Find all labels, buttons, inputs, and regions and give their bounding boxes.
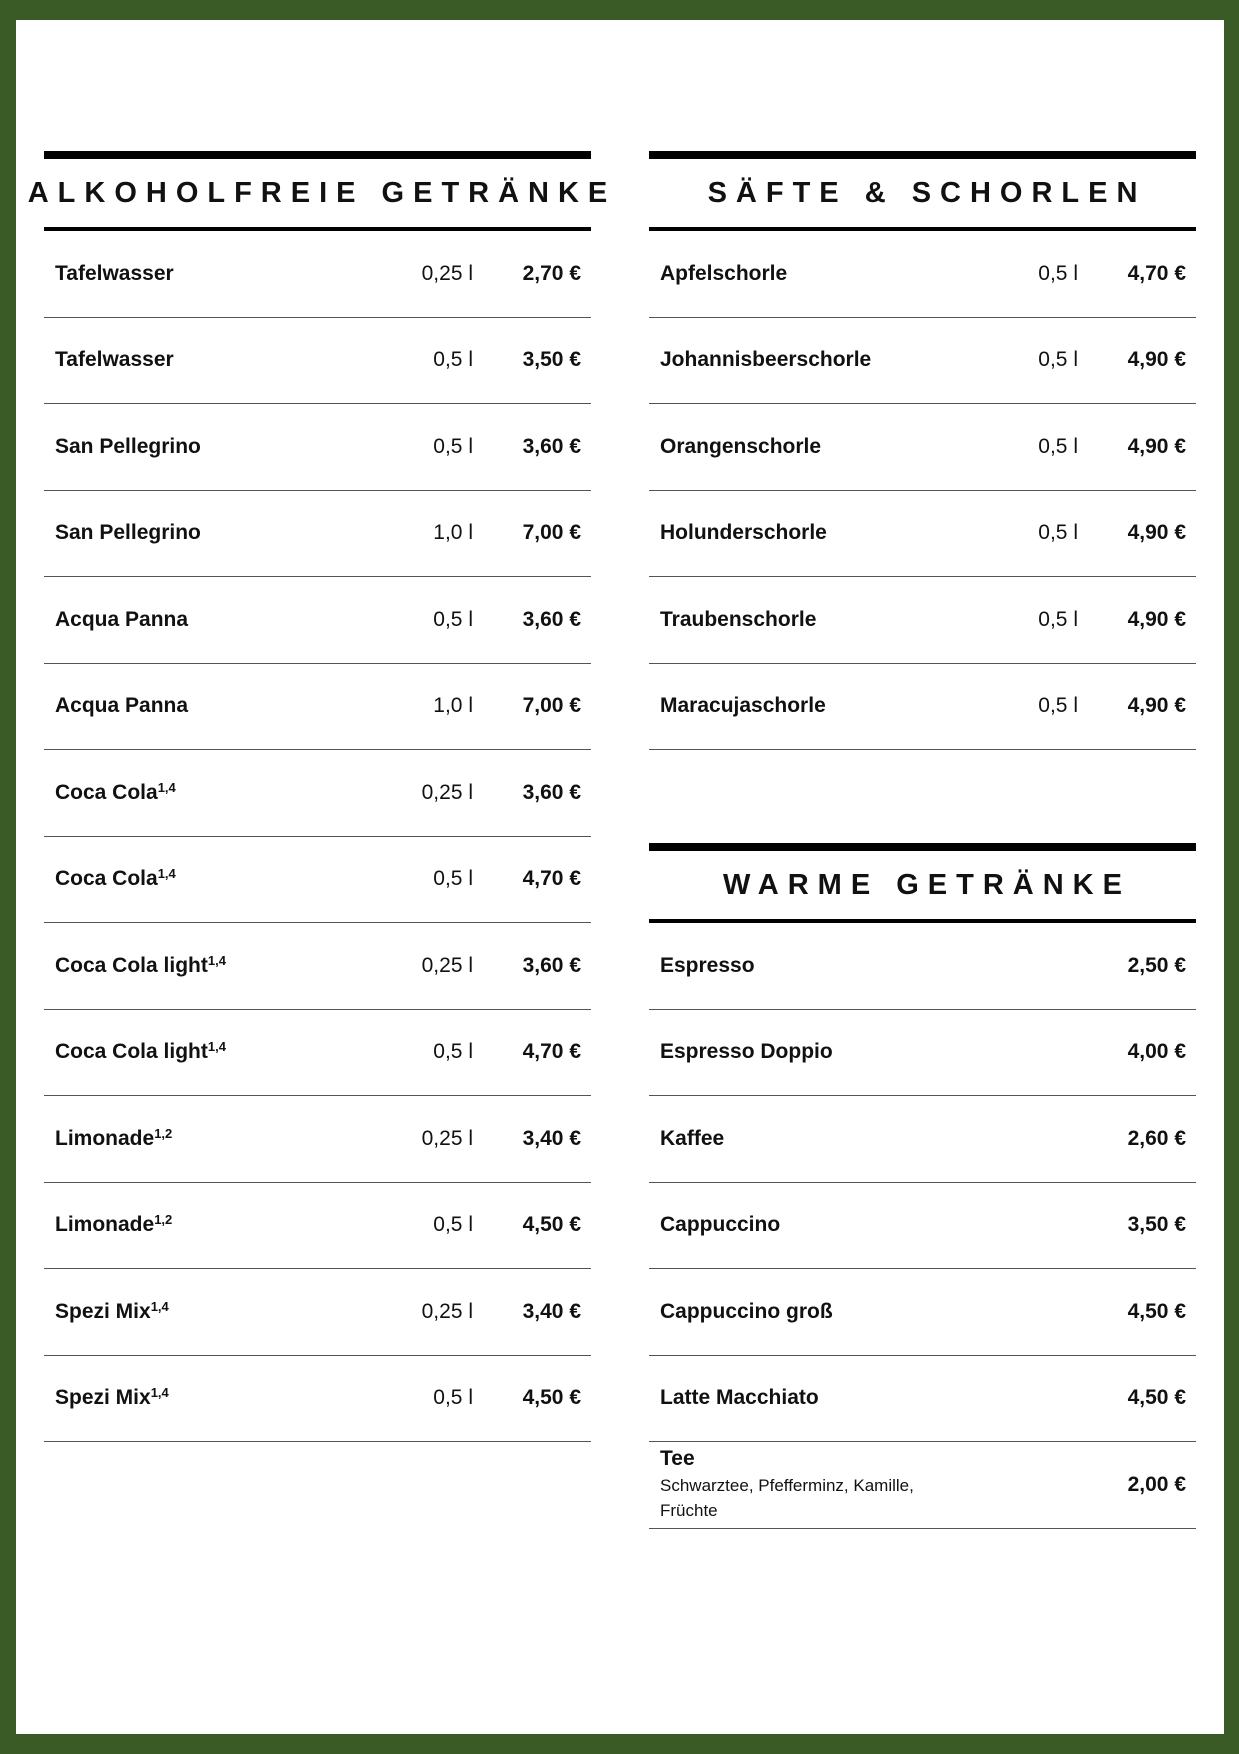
item-name xyxy=(660,954,1086,978)
menu-row xyxy=(649,318,1196,405)
section-header xyxy=(27,151,617,231)
item-price: 4,90 € xyxy=(1127,434,1186,458)
item-name xyxy=(55,348,383,372)
item-price: 4,90 € xyxy=(1127,521,1186,545)
item-name-text: Holunderschorle xyxy=(660,521,827,545)
item-name-text: Coca Cola xyxy=(55,867,158,891)
section-title: WARME GETRÄNKE xyxy=(723,868,1131,901)
item-name-text: San Pellegrino xyxy=(55,434,201,458)
item-price: 3,40 € xyxy=(522,1126,581,1150)
item-price: 3,40 € xyxy=(522,1299,581,1323)
item-name-text: Coca Cola light xyxy=(55,1040,208,1064)
item-name xyxy=(55,1127,383,1151)
item-name-text: Espresso Doppio xyxy=(660,1040,833,1064)
item-list xyxy=(44,231,591,1442)
item-name xyxy=(55,1386,383,1410)
item-price: 4,50 € xyxy=(1127,1299,1186,1323)
menu-row xyxy=(44,491,591,578)
menu-row xyxy=(44,1096,591,1183)
menu-row xyxy=(649,231,1196,318)
item-name-text: Limonade xyxy=(55,1126,155,1150)
item-name xyxy=(55,781,383,805)
menu-row xyxy=(649,1356,1196,1443)
section-warm xyxy=(649,843,1196,1529)
menu-row-tee xyxy=(649,1442,1196,1529)
item-price: 3,50 € xyxy=(1127,1213,1186,1237)
menu-row xyxy=(649,1096,1196,1183)
item-price: 3,60 € xyxy=(522,607,581,631)
item-name-text: Tafelwasser xyxy=(55,261,174,285)
item-size: 0,5 l xyxy=(433,348,473,372)
item-name-text: Spezi Mix xyxy=(55,1386,151,1410)
item-name-text: Coca Cola xyxy=(55,780,158,804)
allergen-footnote: 1,4 xyxy=(157,779,176,795)
item-name: Tee xyxy=(660,1447,695,1470)
item-price: 4,90 € xyxy=(1127,694,1186,718)
item-name-text: Kaffee xyxy=(660,1126,725,1150)
item-size: 0,5 l xyxy=(433,1040,473,1064)
item-name xyxy=(55,954,383,978)
menu-row xyxy=(44,1269,591,1356)
item-name xyxy=(660,608,988,632)
section-saefte xyxy=(649,151,1196,750)
item-price: 4,00 € xyxy=(1127,1040,1186,1064)
allergen-footnote: 1,4 xyxy=(150,1298,169,1314)
menu-row xyxy=(44,577,591,664)
menu-row xyxy=(649,1269,1196,1356)
item-price: 4,50 € xyxy=(522,1386,581,1410)
item-name xyxy=(55,1213,383,1237)
item-name xyxy=(55,435,383,459)
item-price: 7,00 € xyxy=(522,694,581,718)
item-name-text: Acqua Panna xyxy=(55,607,189,631)
item-size: 1,0 l xyxy=(433,694,473,718)
item-price: 2,60 € xyxy=(1127,1126,1186,1150)
item-size: 0,5 l xyxy=(433,867,473,891)
menu-row xyxy=(44,837,591,924)
item-size: 0,5 l xyxy=(433,1213,473,1237)
menu-row xyxy=(44,1183,591,1270)
item-name-text: Cappuccino groß xyxy=(660,1299,833,1323)
tee-info xyxy=(660,1447,1086,1523)
item-description: Schwarztee, Pfefferminz, Kamille, Früchte xyxy=(660,1476,914,1520)
item-name xyxy=(55,1040,383,1064)
item-price: 4,90 € xyxy=(1127,607,1186,631)
item-name xyxy=(660,262,988,286)
menu-row xyxy=(44,923,591,1010)
item-name xyxy=(55,521,383,545)
item-size: 0,25 l xyxy=(421,261,473,285)
allergen-footnote: 1,4 xyxy=(157,866,176,882)
item-price: 4,50 € xyxy=(522,1213,581,1237)
item-list xyxy=(649,231,1196,750)
item-name-text: Cappuccino xyxy=(660,1213,781,1237)
item-size: 0,5 l xyxy=(1038,348,1078,372)
item-price: 2,70 € xyxy=(522,261,581,285)
menu-row xyxy=(649,577,1196,664)
item-price: 2,00 € xyxy=(1127,1473,1186,1496)
allergen-footnote: 1,2 xyxy=(154,1125,173,1141)
item-name xyxy=(660,1300,1086,1324)
item-name-text: Limonade xyxy=(55,1213,155,1237)
item-name xyxy=(55,867,383,891)
item-size: 0,5 l xyxy=(1038,521,1078,545)
menu-row xyxy=(649,1183,1196,1270)
allergen-footnote: 1,4 xyxy=(207,1039,226,1055)
item-price: 4,90 € xyxy=(1127,348,1186,372)
item-size: 1,0 l xyxy=(433,521,473,545)
item-name xyxy=(660,1213,1086,1237)
item-name-text: Coca Cola light xyxy=(55,953,208,977)
item-name-text: Tafelwasser xyxy=(55,348,174,372)
item-name-text: Orangenschorle xyxy=(660,434,822,458)
item-name xyxy=(660,435,988,459)
menu-row xyxy=(649,664,1196,751)
item-size: 0,5 l xyxy=(433,1386,473,1410)
section-title: SÄFTE & SCHORLEN xyxy=(707,176,1147,209)
item-price: 3,60 € xyxy=(522,780,581,804)
item-name-text: Apfelschorle xyxy=(660,261,788,285)
menu-page xyxy=(16,20,1224,1734)
item-name-text: Latte Macchiato xyxy=(660,1386,819,1410)
item-name xyxy=(660,1386,1086,1410)
item-size: 0,5 l xyxy=(433,434,473,458)
menu-row xyxy=(44,318,591,405)
menu-row xyxy=(44,231,591,318)
item-price: 2,50 € xyxy=(1127,953,1186,977)
item-price: 3,60 € xyxy=(522,953,581,977)
item-size: 0,25 l xyxy=(421,953,473,977)
item-name xyxy=(55,608,383,632)
menu-row xyxy=(649,1010,1196,1097)
item-price: 3,50 € xyxy=(522,348,581,372)
menu-row xyxy=(44,1356,591,1443)
item-name xyxy=(660,1127,1086,1151)
allergen-footnote: 1,4 xyxy=(150,1385,169,1401)
item-price: 4,70 € xyxy=(522,1040,581,1064)
section-title: ALKOHOLFREIE GETRÄNKE xyxy=(27,176,617,209)
item-name-text: San Pellegrino xyxy=(55,521,201,545)
item-name xyxy=(660,694,988,718)
section-header xyxy=(649,151,1196,231)
item-name xyxy=(55,694,383,718)
item-name xyxy=(660,1040,1086,1064)
menu-row xyxy=(649,923,1196,1010)
menu-row xyxy=(44,404,591,491)
section-alkoholfrei xyxy=(27,151,617,1442)
item-name xyxy=(660,521,988,545)
item-name-text: Maracujaschorle xyxy=(660,694,826,718)
item-name-text: Spezi Mix xyxy=(55,1299,151,1323)
item-price: 7,00 € xyxy=(522,521,581,545)
item-size: 0,5 l xyxy=(1038,434,1078,458)
menu-row xyxy=(44,664,591,751)
item-name-text: Acqua Panna xyxy=(55,694,189,718)
item-price: 4,70 € xyxy=(1127,261,1186,285)
item-name-text: Traubenschorle xyxy=(660,607,817,631)
item-size: 0,5 l xyxy=(1038,607,1078,631)
item-price: 4,50 € xyxy=(1127,1386,1186,1410)
item-name xyxy=(660,348,988,372)
item-name-text: Johannisbeerschorle xyxy=(660,348,872,372)
menu-row xyxy=(649,404,1196,491)
item-size: 0,5 l xyxy=(1038,694,1078,718)
allergen-footnote: 1,4 xyxy=(207,952,226,968)
allergen-footnote: 1,2 xyxy=(154,1212,173,1228)
menu-row xyxy=(649,491,1196,578)
item-name xyxy=(55,1300,383,1324)
item-name-text: Espresso xyxy=(660,953,755,977)
item-size: 0,25 l xyxy=(421,1126,473,1150)
item-size: 0,25 l xyxy=(421,1299,473,1323)
menu-row xyxy=(44,750,591,837)
item-name xyxy=(55,262,383,286)
item-size: 0,5 l xyxy=(1038,261,1078,285)
item-list xyxy=(649,923,1196,1442)
item-price: 3,60 € xyxy=(522,434,581,458)
section-header xyxy=(649,843,1196,923)
item-size: 0,25 l xyxy=(421,780,473,804)
menu-row xyxy=(44,1010,591,1097)
item-price: 4,70 € xyxy=(522,867,581,891)
item-size: 0,5 l xyxy=(433,607,473,631)
